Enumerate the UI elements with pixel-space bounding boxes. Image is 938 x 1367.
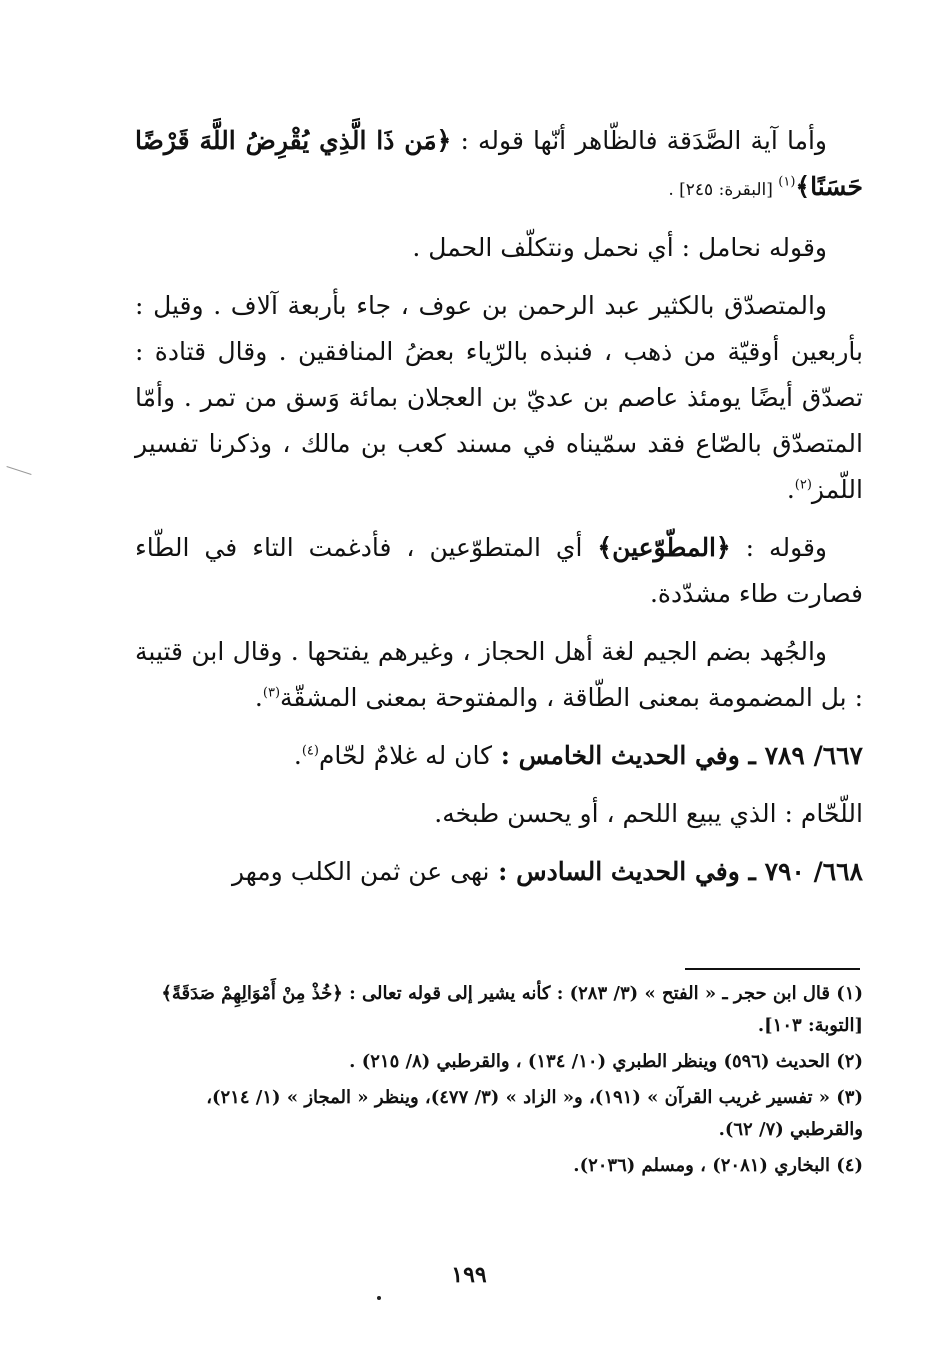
paragraph-mutasaddiq xyxy=(135,283,863,513)
paragraph-text: . xyxy=(254,683,263,712)
paragraph-text: وقوله : xyxy=(730,533,828,562)
footnote-ref: (٤) xyxy=(301,743,319,759)
paragraph-muttawwiin xyxy=(135,525,863,617)
footnote-3 xyxy=(130,1082,863,1146)
quran-quote: ﴿خُذْ مِنْ أَمْوَالِهِمْ صَدَقَةً﴾ xyxy=(161,983,343,1004)
paragraph-text: والجُهد بضم الجيم لغة أهل الحجاز ، وغيرهم يفتحها . وقال ابن قتيبة : بل المضمومة بمعنى الطّاقة ، والمفتوحة بمعنى المشقّة xyxy=(135,637,863,712)
paragraph-text: اللّحّام : الذي يبيع اللحم ، أو يحسن طبخه. xyxy=(434,799,863,828)
paragraph-text: والمتصدّق بالكثير عبد الرحمن بن عوف ، جاء بأربعة آلاف . وقيل : بأربعين أوقيّة من ذهب ، فنبذه بالرّياء بعضُ المنافقين . وقال قتادة : تصدّق أيضًا يومئذ عاصم بن عديّ بن العجلان بمائة وَسق من تمر . وأمّا المتصدّق بالصّاع فقد سمّيناه في مسند كعب بن مالك ، وذكرنا تفسير اللّمز xyxy=(135,291,863,504)
verse-reference: [البقرة: ٢٤٥] . xyxy=(668,180,779,200)
footnote-text: (١) قال ابن حجر ـ « الفتح » (٣/ ٢٨٣) : كأنه يشير إلى قوله تعالى : xyxy=(342,983,863,1004)
footnote-ref: (٣) xyxy=(262,685,281,701)
footnote-1 xyxy=(130,978,863,1042)
quran-quote: ﴿مَن ذَا الَّذِي يُقْرِضُ اللَّهَ قَرْضًا حَسَنًا﴾ xyxy=(135,126,863,201)
paragraph-text: نهى عن ثمن الكلب ومهر xyxy=(231,857,490,886)
footnote-divider xyxy=(685,968,860,970)
paragraph-text: وأما آية الصَّدَقة فالظّاهر أنّها قوله : xyxy=(451,126,827,155)
paragraph-juhd xyxy=(135,629,863,721)
paragraph-hadith-5 xyxy=(135,733,863,779)
footnote-text: (٤) البخاري (٢٠٨١) ، ومسلم (٢٠٣٦). xyxy=(573,1155,863,1176)
paragraph-text: . xyxy=(293,741,302,770)
scan-mark xyxy=(6,466,31,475)
footnotes xyxy=(130,978,863,1186)
paragraph-text: وقوله نحامل : أي نحمل ونتكلّف الحمل . xyxy=(412,233,827,262)
paragraph-nuhamil xyxy=(135,225,863,271)
paragraph-lahham xyxy=(135,791,863,837)
hadith-heading: ٦٦٨/ ٧٩٠ ـ وفي الحديث السادس : xyxy=(489,857,863,886)
verse-reference: [التوبة: ١٠٣]. xyxy=(757,1015,863,1036)
footnote-ref: (٢) xyxy=(794,477,812,493)
paragraph-sadaqa-verse xyxy=(135,118,863,213)
footnote-4 xyxy=(130,1150,863,1182)
hadith-heading: ٦٦٧/ ٧٨٩ ـ وفي الحديث الخامس : xyxy=(492,741,863,770)
footnote-text: (٢) الحديث (٥٩٦) وينظر الطبري (١٠/ ١٣٤) ، والقرطبي (٨/ ٢١٥) . xyxy=(349,1051,863,1072)
main-text xyxy=(135,118,863,907)
paragraph-hadith-6 xyxy=(135,849,863,895)
paragraph-text: أي المتطوّعين ، فأدغمت التاء في الطّاء فصارت طاء مشدّدة. xyxy=(135,533,863,608)
footnote-ref: (١) xyxy=(778,174,796,190)
footnote-2 xyxy=(130,1046,863,1078)
paragraph-text: . xyxy=(786,475,795,504)
footnote-text: (٣) « تفسير غريب القرآن » (١٩١)، و« الزاد » (٣/ ٤٧٧)، وينظر « المجاز » (١/ ٢١٤)، والقرطبي (٧/ ٦٢). xyxy=(206,1087,863,1140)
quran-quote: ﴿المطّوّعين﴾ xyxy=(597,533,731,562)
page-number: ١٩٩ xyxy=(451,1262,487,1288)
paragraph-text: كان له غلامٌ لحّام xyxy=(318,741,493,770)
scan-speck xyxy=(377,1296,381,1300)
